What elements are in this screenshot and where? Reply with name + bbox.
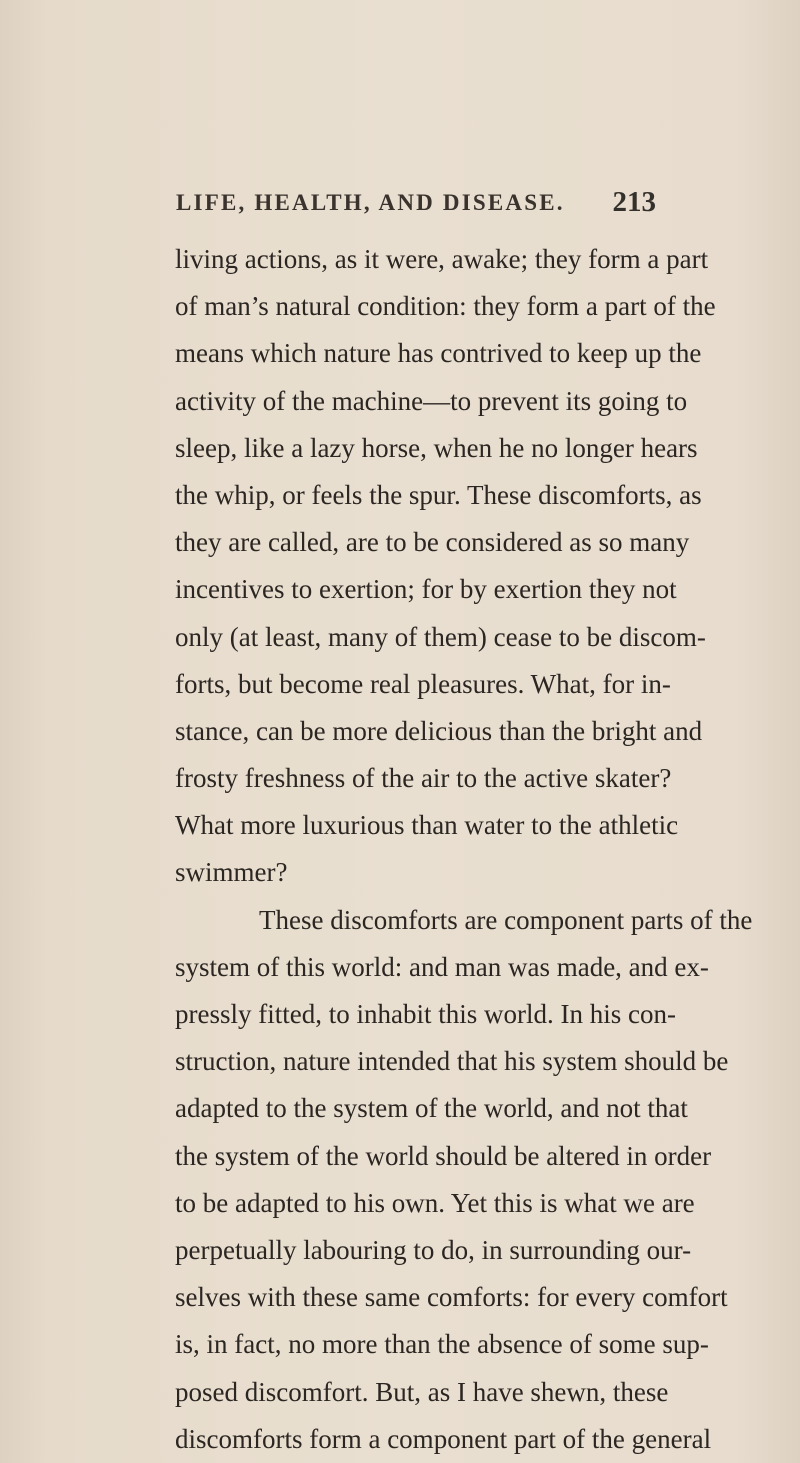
text-line: forts, but become real pleasures. What, for in- <box>175 668 671 699</box>
text-line: sleep, like a lazy horse, when he no longer hears <box>175 432 698 463</box>
paragraph-first-line: These discomforts are component parts of the <box>259 904 753 935</box>
text-line: swimmer? <box>175 857 288 888</box>
text-line: perpetually labouring to do, in surrounding our- <box>175 1234 692 1265</box>
text-line: incentives to exertion; for by exertion they not <box>175 574 677 605</box>
text-line: the whip, or feels the spur. These discomforts, as <box>175 479 702 510</box>
text-line: pressly fitted, to inhabit this world. In his con- <box>175 999 676 1029</box>
text-line: selves with these same comforts: for every comfort <box>175 1282 728 1313</box>
text-line: discomforts form a component part of the general <box>175 1423 712 1454</box>
text-line: means which nature has contrived to keep up the <box>175 338 702 369</box>
page-number: 213 <box>612 186 656 218</box>
text-line: stance, can be more delicious than the bright and <box>175 715 703 746</box>
text-line: living actions, as it were, awake; they form a part <box>175 244 709 274</box>
text-line: only (at least, many of them) cease to be discom- <box>175 621 706 652</box>
text-line: posed discomfort. But, as I have shewn, these <box>175 1376 669 1407</box>
text-line: What more luxurious than water to the athletic <box>175 810 679 841</box>
text-line: they are called, are to be considered as so many <box>175 527 690 558</box>
text-line: the system of the world should be altered in order <box>175 1140 712 1171</box>
text-line: struction, nature intended that his system should be <box>175 1046 729 1077</box>
body-text <box>175 236 753 1463</box>
text-line: system of this world: and man was made, and ex- <box>175 951 709 982</box>
running-head <box>176 186 656 226</box>
text-line: adapted to the system of the world, and not that <box>175 1093 688 1124</box>
text-line: activity of the machine—to prevent its going to <box>175 385 688 416</box>
text-line: is, in fact, no more than the absence of some sup- <box>175 1329 709 1360</box>
text-line: frosty freshness of the air to the active skater? <box>175 763 672 794</box>
text-line: of man’s natural condition: they form a part of the <box>175 291 716 322</box>
text-line: to be adapted to his own. Yet this is what we are <box>175 1187 695 1218</box>
running-title: LIFE, HEALTH, AND DISEASE. <box>176 190 565 215</box>
